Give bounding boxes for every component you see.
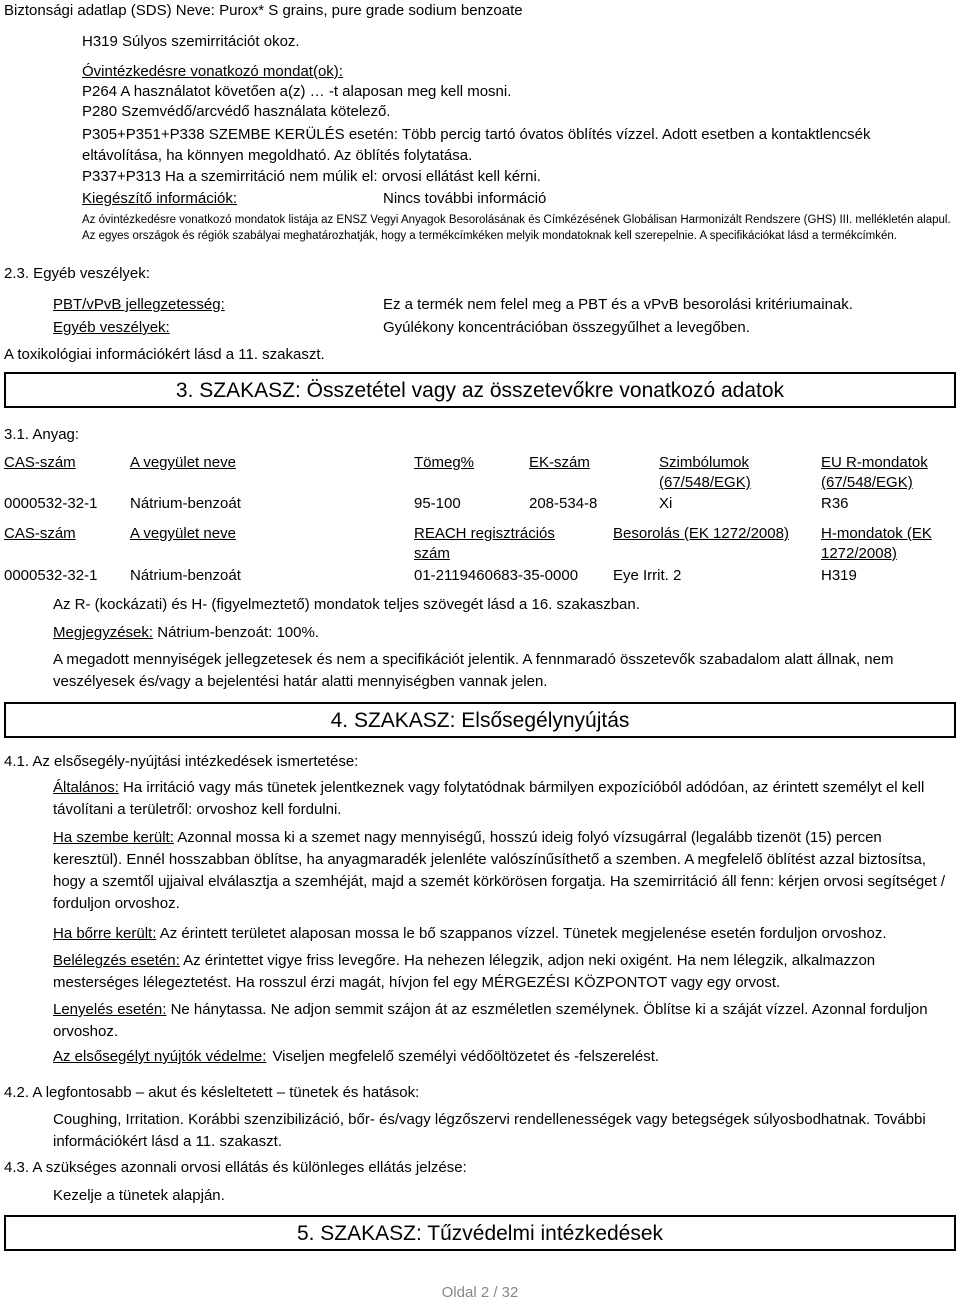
table1-header-r-phrases: EU R-mondatok (67/548/EGK) <box>821 454 928 491</box>
table1-header-cas: CAS-szám <box>4 454 76 471</box>
inhalation-label: Belélegzés esetén: <box>53 952 180 969</box>
table2-cell-h-phrases: H319 <box>821 567 857 584</box>
typical-quantities-note: A megadott mennyiségek jellegzetesek és nem a specifikációt jelentik. A fennmaradó összetevők szabadalom alatt állnak, nem veszélyesek és/vagy a bejelentési határ alatti mennyiségben vannak jelen. <box>53 651 894 690</box>
table2-header-name: A vegyület neve <box>130 525 236 542</box>
page-number: Oldal 2 / 32 <box>441 1284 519 1301</box>
ingestion-label: Lenyelés esetén: <box>53 1001 167 1018</box>
first-aid-heading-4-1: 4.1. Az elsősegély-nyújtási intézkedések ismertetése: <box>4 753 359 770</box>
document-header: Biztonsági adatlap (SDS) Neve: Purox* S grains, pure grade sodium benzoate <box>4 2 523 19</box>
skin-label: Ha bőrre került: <box>53 925 157 942</box>
ingestion-text: Ne hánytassa. Ne adjon semmit szájon át az eszméletlen személynek. Öblítse ki a száját vízzel. Azonnal forduljon orvoshoz. <box>53 1001 928 1040</box>
other-hazards-label: Egyéb veszélyek: <box>53 319 170 336</box>
table2-header-reach: REACH regisztrációs szám <box>414 525 555 562</box>
section-5-title: 5. SZAKASZ: Tűzvédelmi intézkedések <box>296 1222 664 1245</box>
section-3-box <box>4 372 956 408</box>
toxicology-reference: A toxikológiai információkért lásd a 11. szakaszt. <box>4 346 325 363</box>
table1-header-ec: EK-szám <box>529 454 590 471</box>
eye-label: Ha szembe került: <box>53 829 174 846</box>
skin-text: Az érintett területet alaposan mossa le bő szappanos vízzel. Tünetek megjelenése esetén forduljon orvoshoz. <box>156 925 887 942</box>
first-aid-eye <box>53 827 953 915</box>
section-5-box <box>4 1215 956 1251</box>
first-aid-ingestion <box>53 999 953 1043</box>
treatment-heading-4-3: 4.3. A szükséges azonnali orvosi ellátás és különleges ellátás jelzése: <box>4 1159 467 1176</box>
table1-header-symbols: Szimbólumok (67/548/EGK) <box>659 454 751 491</box>
section-3-title: 3. SZAKASZ: Összetétel vagy az összetevőkre vonatkozó adatok <box>175 379 785 402</box>
table1-cell-ec: 208-534-8 <box>529 495 598 512</box>
notes-value: Nátrium-benzoát: 100%. <box>153 624 319 641</box>
first-aid-general <box>53 777 953 821</box>
table2-cell-cas: 0000532-32-1 <box>4 567 98 584</box>
pbt-label: PBT/vPvB jellegzetesség: <box>53 296 225 313</box>
table2-cell-name: Nátrium-benzoát <box>130 567 241 584</box>
table1-header-mass: Tömeg% <box>414 454 475 471</box>
table1-cell-mass: 95-100 <box>414 495 461 512</box>
table1-cell-symbols: Xi <box>659 495 673 512</box>
table2-header-classification: Besorolás (EK 1272/2008) <box>613 525 789 542</box>
notes-line <box>53 623 319 643</box>
protection-text: Viseljen megfelelő személyi védőöltözetet és -felszerelést. <box>272 1048 660 1065</box>
table1-cell-r-phrases: R36 <box>821 495 849 512</box>
symptoms-heading-4-2: 4.2. A legfontosabb – akut és késleltetett – tünetek és hatások: <box>4 1084 420 1101</box>
notes-label: Megjegyzések: <box>53 624 154 641</box>
inhalation-text: Az érintettet vigye friss levegőre. Ha nehezen lélegzik, adjon neki oxigént. Ha nem lélegzik, alkalmazzon mesterséges lélegeztetést. Ha rosszul érzi magát, hívjon fel egy MÉRGEZÉSI KÖZPONTOT vagy egy orvost. <box>53 952 876 991</box>
treatment-text: Kezelje a tünetek alapján. <box>53 1187 225 1204</box>
precaution-p337: P337+P313 Ha a szemirritáció nem múlik el: orvosi ellátást kell kérni. <box>82 168 541 185</box>
precautionary-heading: Óvintézkedésre vonatkozó mondat(ok): <box>82 63 343 80</box>
table2-header-h-phrases: H-mondatok (EK 1272/2008) <box>821 525 932 562</box>
first-aid-inhalation <box>53 950 953 994</box>
rh-phrases-reference: Az R- (kockázati) és H- (figyelmeztető) mondatok teljes szövegét lásd a 16. szakaszban. <box>53 596 640 613</box>
supplementary-info-label: Kiegészítő információk: <box>82 190 238 207</box>
protection-label: Az elsősegélyt nyújtók védelme: <box>53 1048 267 1065</box>
table2-cell-reach: 01-2119460683-35-0000 <box>414 567 579 584</box>
supplementary-info-value: Nincs további információ <box>383 190 547 207</box>
section-4-title: 4. SZAKASZ: Elsősegélynyújtás <box>330 709 630 732</box>
other-hazards-heading: 2.3. Egyéb veszélyek: <box>4 265 150 282</box>
precaution-p280: P280 Szemvédő/arcvédő használata kötelező. <box>82 103 391 120</box>
table2-cell-classification: Eye Irrit. 2 <box>613 567 682 584</box>
table2-header-cas: CAS-szám <box>4 525 76 542</box>
ghs-note: Az óvintézkedésre vonatkozó mondatok listája az ENSZ Vegyi Anyagok Besorolásának és Címkézésének Globálisan Harmonizált Rendszere (GHS) III. mellékletén alapul. Az egyes országok és régiók szabályai meghatározhatják, hogy a termékcímkéken melyik mondatoknak kell szerepelnie. A specifikációkat lásd a termékcímkén. <box>82 214 951 242</box>
hazard-statement-h319: H319 Súlyos szemirritációt okoz. <box>82 33 300 50</box>
table1-cell-name: Nátrium-benzoát <box>130 495 241 512</box>
precaution-p264: P264 A használatot követően a(z) … -t alaposan meg kell mosni. <box>82 83 512 100</box>
precaution-p305-line2: eltávolítása, ha könnyen megoldható. Az öblítés folytatása. <box>82 147 473 164</box>
table1-cell-cas: 0000532-32-1 <box>4 495 98 512</box>
general-label: Általános: <box>53 779 119 796</box>
precaution-p305-line1: P305+P351+P338 SZEMBE KERÜLÉS esetén: Több percig tartó óvatos öblítés vízzel. Adott esetben a kontaktlencsék <box>82 126 871 143</box>
section-4-box <box>4 702 956 738</box>
other-hazards-value: Gyúlékony koncentrációban összegyűlhet a levegőben. <box>383 319 750 336</box>
pbt-value: Ez a termék nem felel meg a PBT és a vPvB besorolási kritériumainak. <box>383 296 853 313</box>
symptoms-text: Coughing, Irritation. Korábbi szenzibilizáció, bőr- és/vagy légzőszervi rendellenességek vagy betegségek súlyosbodhatnak. További információkért lásd a 11. szakaszt. <box>53 1111 926 1150</box>
general-text: Ha irritáció vagy más tünetek jelentkeznek vagy folytatódnak bármilyen expozícióból adódóan, az érintett személyt el kell távolítani a területről: orvoshoz kell fordulni. <box>53 779 925 818</box>
first-aid-skin <box>53 923 953 945</box>
eye-text: Azonnal mossa ki a szemet nagy mennyiségű, hosszú ideig folyó vízsugárral (legalább tizenöt (15) percen keresztül). Ennél hosszabban öblítse, ha anyagmaradék jelenléte valószínűsíthető a szemben. A megfelelő öblítést azzal biztosítsa, hogy a szemtől ujjaival elválasztja a szemhéját, majd a szemét körkörösen forgatja. Ha szemirritáció áll fenn: kérjen orvosi segítséget / forduljon orvoshoz. <box>53 829 946 912</box>
table1-header-name: A vegyület neve <box>130 454 236 471</box>
substance-heading: 3.1. Anyag: <box>4 426 80 443</box>
first-aid-protection <box>53 1047 659 1067</box>
